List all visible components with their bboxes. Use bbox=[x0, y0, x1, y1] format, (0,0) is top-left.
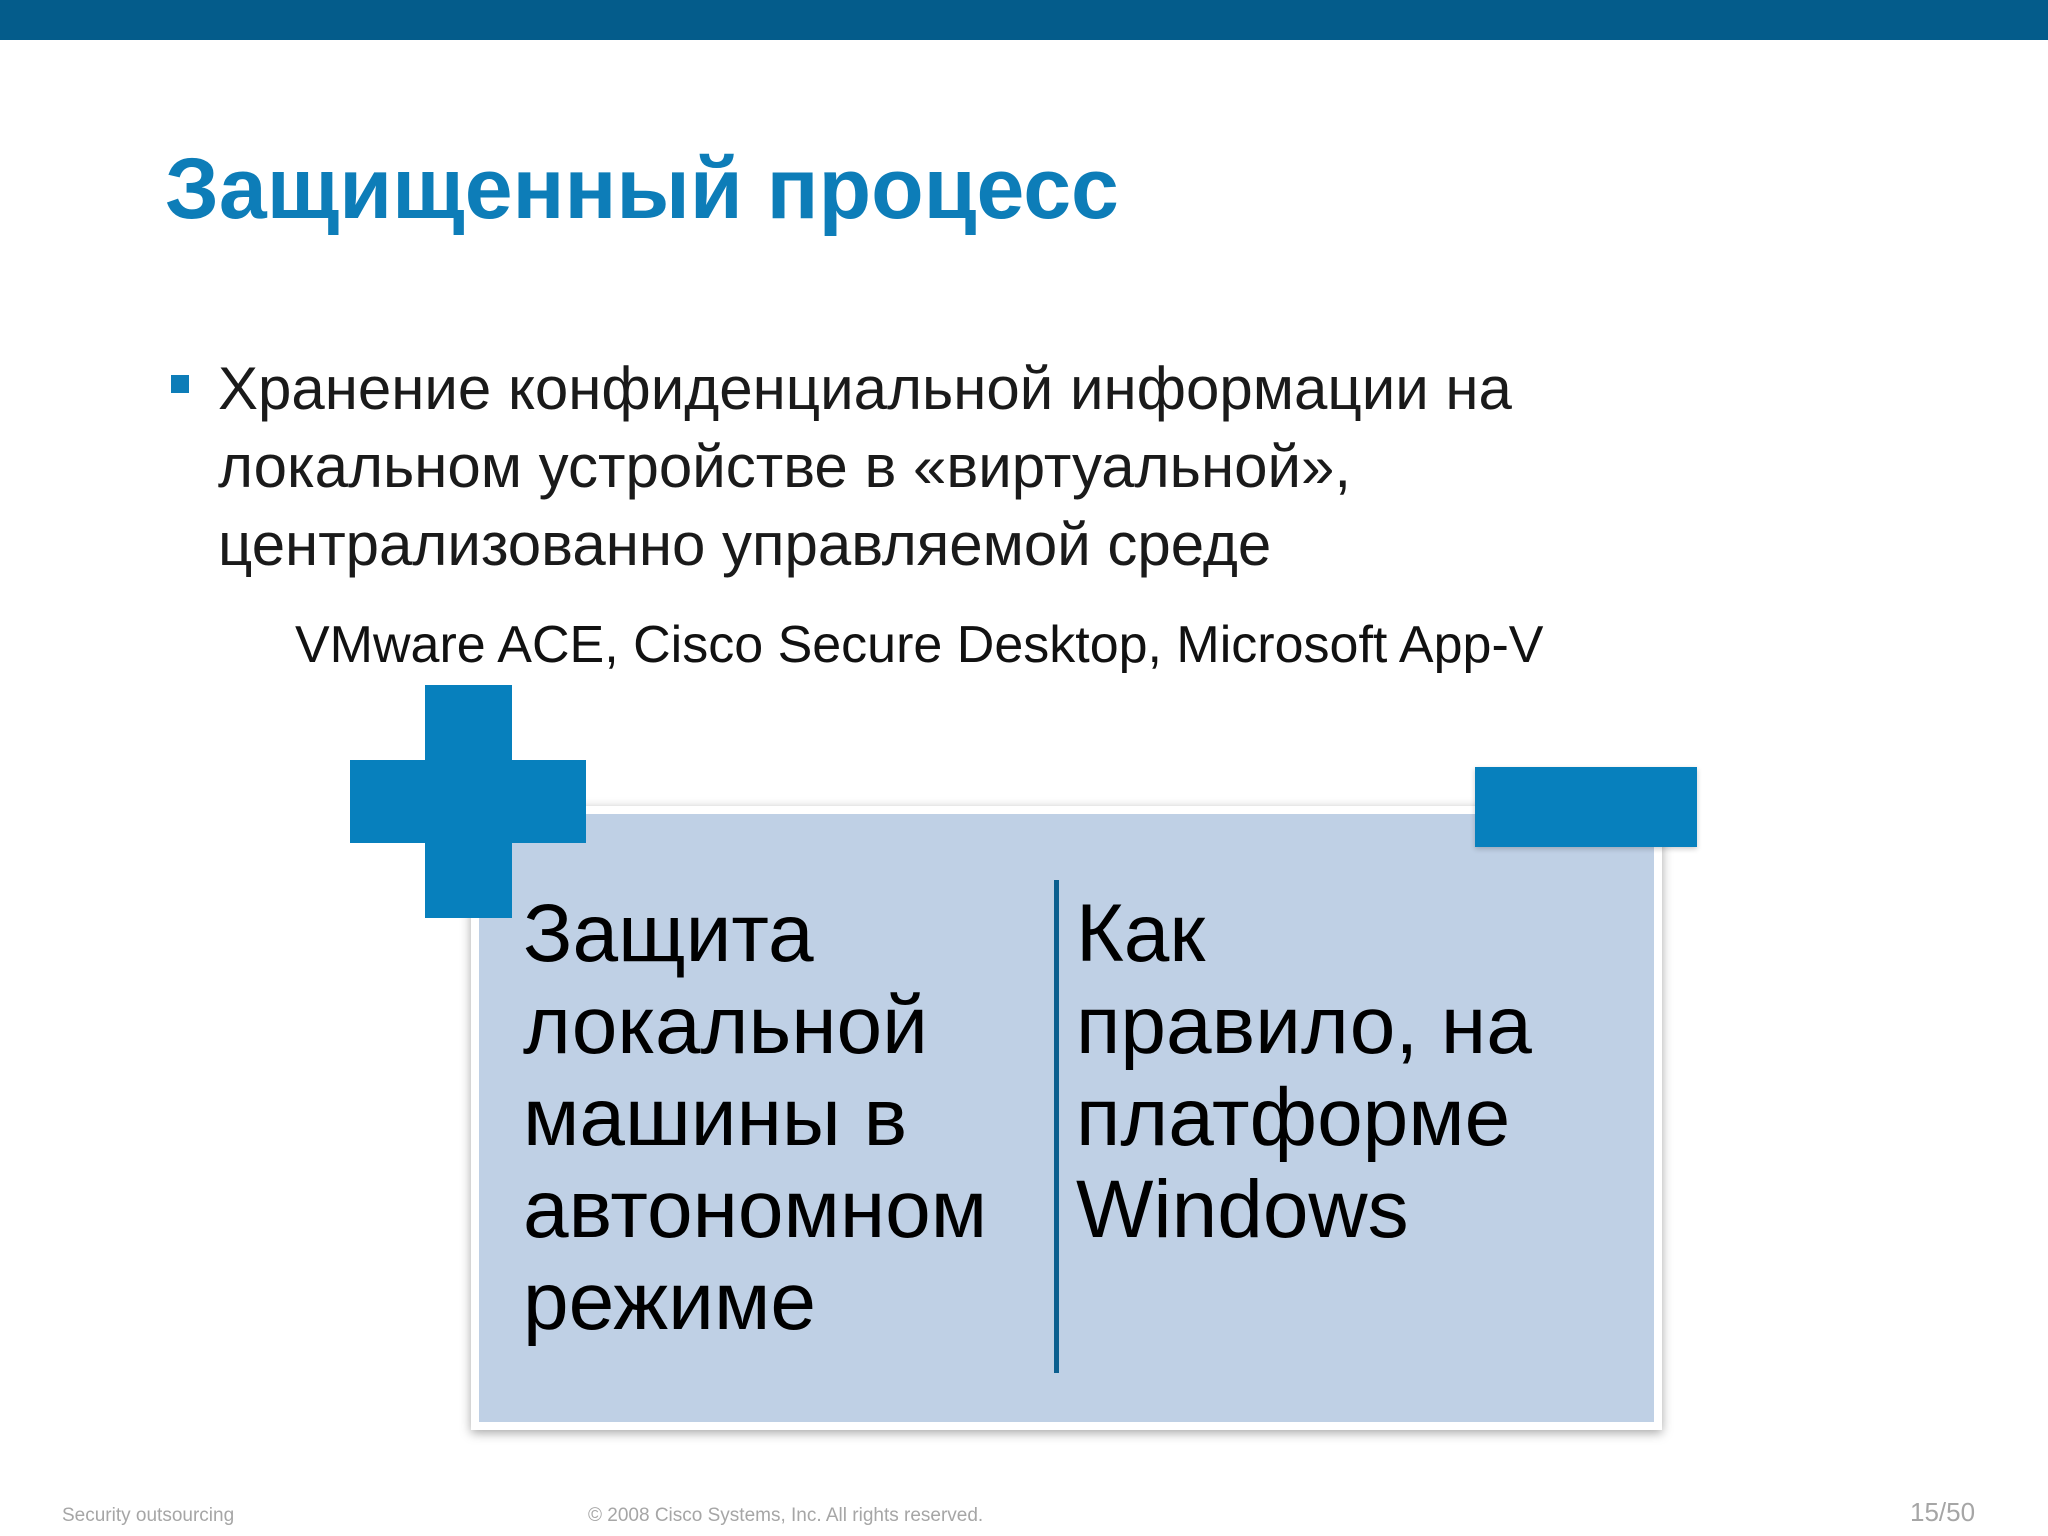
bullet-line: локальном устройстве в «виртуальной», bbox=[218, 433, 1351, 500]
products-list: VMware ACE, Cisco Secure Desktop, Microsoft App-V bbox=[295, 616, 1544, 674]
plus-icon-horizontal bbox=[350, 760, 586, 843]
pros-line: локальной bbox=[523, 980, 928, 1071]
bullet-square-icon bbox=[171, 375, 189, 393]
minus-icon bbox=[1475, 767, 1697, 847]
bullet-line: Хранение конфиденциальной информации на bbox=[218, 355, 1512, 422]
bullet-text bbox=[218, 350, 1778, 584]
pros-line: машины в bbox=[523, 1072, 908, 1163]
pros-column bbox=[523, 888, 987, 1348]
cons-column bbox=[1076, 888, 1532, 1256]
slide-title: Защищенный процесс bbox=[165, 141, 1119, 237]
pros-line: режиме bbox=[523, 1256, 816, 1347]
footer-presentation-title: Security outsourcing bbox=[62, 1505, 235, 1526]
footer-copyright: © 2008 Cisco Systems, Inc. All rights reserved. bbox=[588, 1505, 984, 1526]
top-bar bbox=[0, 0, 2048, 40]
cons-line: Windows bbox=[1076, 1164, 1409, 1255]
column-divider bbox=[1054, 880, 1059, 1373]
bullet-line: централизованно управляемой среде bbox=[218, 511, 1272, 578]
cons-line: правило, на bbox=[1076, 980, 1532, 1071]
pros-line: Защита bbox=[523, 888, 814, 979]
cons-line: Как bbox=[1076, 888, 1206, 979]
cons-line: платформе bbox=[1076, 1072, 1511, 1163]
pros-line: автономном bbox=[523, 1164, 988, 1255]
page-number: 15/50 bbox=[1910, 1497, 1976, 1527]
